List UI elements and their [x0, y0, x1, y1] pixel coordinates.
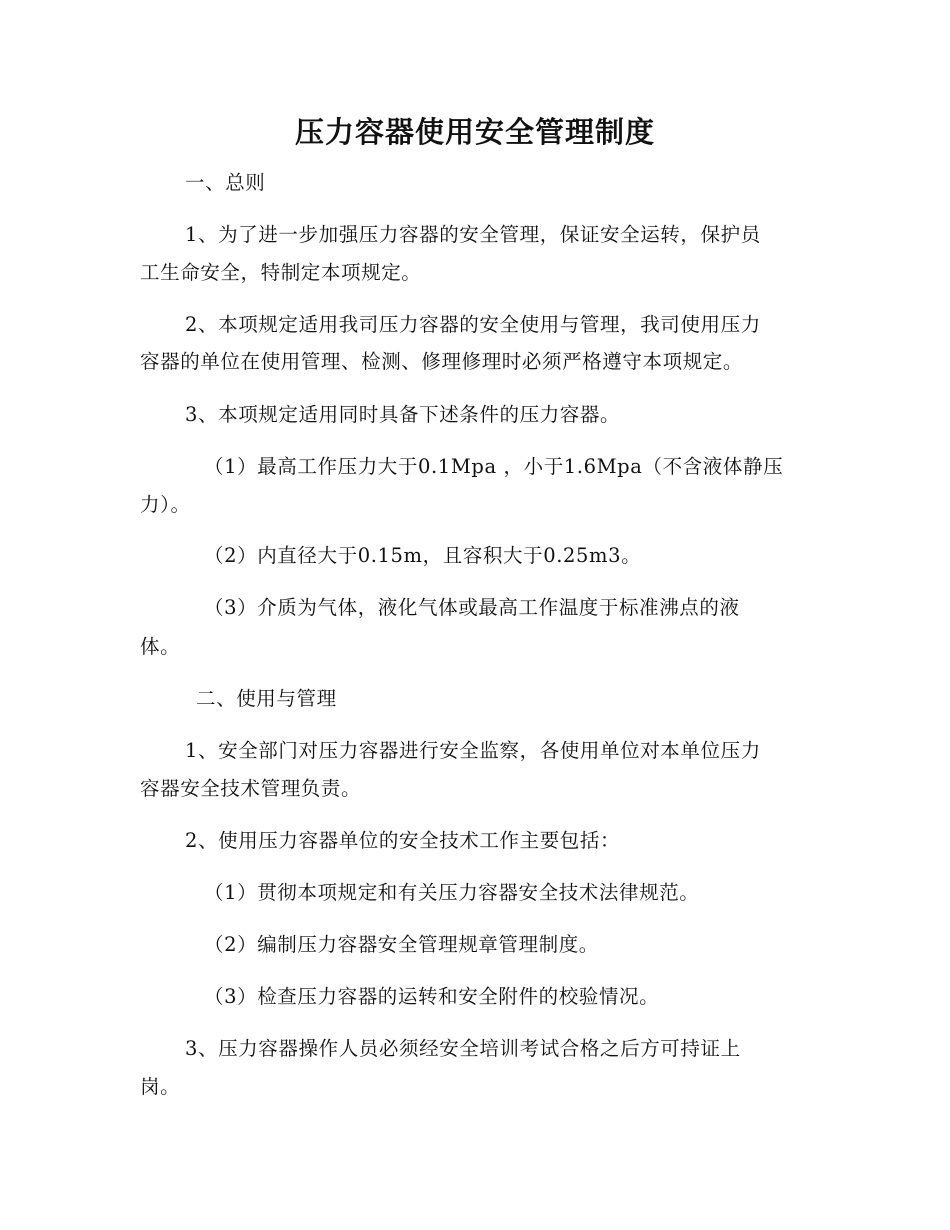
paragraph-line: 3、压力容器操作人员必须经安全培训考试合格之后方可持证上: [185, 1037, 741, 1060]
paragraph-line: 工生命安全，特制定本项规定。: [140, 261, 422, 284]
paragraph-line: 容器安全技术管理负责。: [140, 777, 362, 800]
section-heading-usage: 二、使用与管理: [196, 687, 337, 710]
paragraph-line: 2、使用压力容器单位的安全技术工作主要包括：: [185, 829, 621, 852]
paragraph-line: 1、为了进一步加强压力容器的安全管理，保证安全运转，保护员: [185, 223, 761, 246]
paragraph-line: （1）最高工作压力大于0.1Mpa ，小于1.6Mpa（不含液体静压: [204, 455, 784, 478]
paragraph-line: 容器的单位在使用管理、检测、修理修理时必须严格遵守本项规定。: [140, 350, 744, 373]
paragraph-line: 2、本项规定适用我司压力容器的安全使用与管理，我司使用压力: [185, 313, 761, 336]
paragraph-line: 3、本项规定适用同时具备下述条件的压力容器。: [185, 403, 621, 426]
paragraph-line: （2）内直径大于0.15m，且容积大于0.25m3。: [204, 544, 642, 567]
paragraph-line: 力）。: [140, 493, 191, 516]
paragraph-line: （3）检查压力容器的运转和安全附件的校验情况。: [204, 985, 660, 1008]
paragraph-line: 体。: [140, 635, 181, 658]
paragraph-line: （2）编制压力容器安全管理规章管理制度。: [204, 933, 599, 956]
document-title: 压力容器使用安全管理制度: [294, 115, 655, 149]
paragraph-line: （1）贯彻本项规定和有关压力容器安全技术法律规范。: [204, 881, 700, 904]
paragraph-line: 岗。: [140, 1075, 181, 1098]
paragraph-line: （3）介质为气体，液化气体或最高工作温度于标准沸点的液: [204, 596, 740, 619]
section-heading-general: 一、总则: [185, 171, 266, 194]
paragraph-line: 1、安全部门对压力容器进行安全监察，各使用单位对本单位压力: [185, 739, 761, 762]
